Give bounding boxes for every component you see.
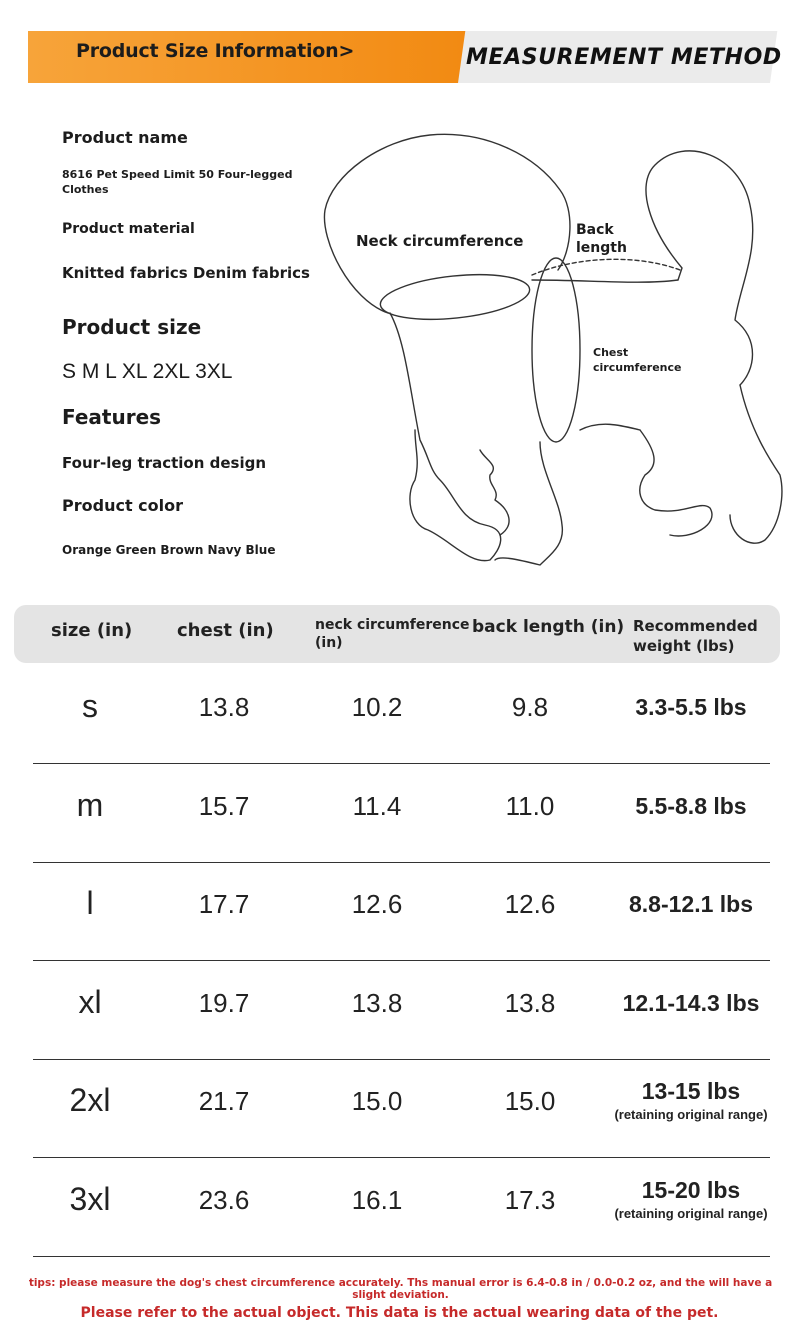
- cell-size: s: [82, 688, 98, 724]
- cell-weight: [591, 1078, 791, 1122]
- weight-value: 15-20 lbs: [641, 1176, 741, 1203]
- product-material-value: Knitted fabrics Denim fabrics: [62, 264, 310, 282]
- cell-weight: [591, 793, 791, 820]
- features-value: Four-leg traction design: [62, 454, 267, 472]
- back-length-solid: [532, 280, 678, 282]
- th-weight-line-1: Recommended: [633, 617, 758, 635]
- measure-tip: tips: please measure the dog's chest circumference accurately. Ths manual error is 6.4-0.8 in / 0.0-0.2 oz, and the will have a slight deviation.: [28, 1277, 773, 1301]
- product-name-label: Product name: [62, 128, 188, 147]
- weight-value: 3.3-5.5 lbs: [635, 694, 747, 720]
- cell-weight: [591, 1177, 791, 1221]
- product-color-label: Product color: [62, 496, 183, 515]
- row-divider: [33, 862, 770, 863]
- cell-neck: 12.6: [351, 889, 403, 919]
- back-length-line-2: length: [576, 240, 627, 256]
- features-label: Features: [62, 405, 162, 429]
- measurement-method-title: MEASUREMENT METHOD: [466, 45, 782, 70]
- row-divider: [33, 1256, 770, 1257]
- cell-neck: 13.8: [351, 987, 403, 1018]
- weight-value: 5.5-8.8 lbs: [635, 792, 747, 819]
- product-size-label: Product size: [62, 315, 202, 339]
- cell-back: 9.8: [511, 692, 549, 722]
- row-divider: [33, 763, 770, 764]
- cell-neck: 15.0: [351, 1086, 403, 1116]
- cell-chest: 23.6: [198, 1184, 250, 1215]
- product-size-value: S M L XL 2XL 3XL: [62, 360, 233, 383]
- dog-hind-leg-back: [730, 385, 782, 543]
- th-chest: chest (in): [177, 620, 274, 641]
- dog-head-outline: [324, 134, 570, 313]
- cell-size: 3xl: [69, 1180, 111, 1217]
- back-length-dashed: [532, 259, 680, 275]
- cell-chest: 15.7: [198, 790, 250, 821]
- cell-weight: [591, 990, 791, 1017]
- weight-value: 8.8-12.1 lbs: [628, 891, 754, 917]
- product-name-line-1: 8616 Pet Speed Limit 50 Four-legged: [62, 168, 293, 181]
- product-material-label: Product material: [62, 221, 195, 237]
- cell-neck: 11.4: [352, 790, 402, 821]
- weight-value: 13-15 lbs: [641, 1078, 741, 1104]
- row-divider: [33, 1059, 770, 1060]
- weight-value: 12.1-14.3 lbs: [622, 989, 760, 1016]
- cell-back: 15.0: [504, 1086, 556, 1116]
- th-weight-line-2: weight (lbs): [633, 637, 735, 655]
- th-back: back length (in): [472, 617, 625, 637]
- dog-front-body: [390, 313, 501, 561]
- chest-line-1: Chest: [593, 346, 629, 359]
- cell-size: m: [76, 786, 104, 823]
- th-size: size (in): [51, 620, 133, 641]
- refer-note: Please refer to the actual object. This data is the actual wearing data of the pet.: [80, 1305, 719, 1321]
- cell-neck: 16.1: [351, 1184, 403, 1215]
- cell-back: 17.3: [504, 1184, 556, 1215]
- back-length-label: [576, 221, 627, 257]
- dog-belly: [580, 424, 640, 430]
- th-weight: [633, 616, 758, 656]
- row-divider: [33, 1157, 770, 1158]
- cell-back: 11.0: [505, 790, 555, 821]
- dog-measurement-diagram: [310, 130, 790, 575]
- chest-ring: [532, 258, 580, 442]
- cell-chest: 21.7: [198, 1086, 250, 1116]
- th-neck-line-1: neck circumference: [315, 617, 470, 633]
- chest-line-2: circumference: [593, 361, 682, 374]
- chest-circumference-label: [593, 345, 681, 375]
- cell-size: xl: [78, 983, 102, 1020]
- dog-front-leg-left: [480, 450, 509, 535]
- product-color-value: Orange Green Brown Navy Blue: [62, 543, 276, 557]
- cell-size: l: [86, 885, 94, 921]
- dog-front-leg-right: [495, 442, 562, 565]
- cell-size: 2xl: [69, 1082, 111, 1118]
- row-divider: [33, 960, 770, 961]
- cell-neck: 10.2: [351, 692, 403, 722]
- cell-chest: 13.8: [198, 692, 250, 722]
- product-size-title: Product Size Information>: [76, 40, 355, 62]
- cell-weight: [591, 694, 791, 721]
- th-neck: [315, 616, 470, 652]
- cell-chest: 17.7: [198, 889, 250, 919]
- product-name-line-2: Clothes: [62, 183, 109, 196]
- cell-back: 13.8: [504, 987, 556, 1018]
- cell-chest: 19.7: [198, 987, 250, 1018]
- dog-hind-leg: [640, 430, 712, 536]
- weight-note: (retaining original range): [614, 1205, 768, 1221]
- weight-note: (retaining original range): [614, 1107, 768, 1122]
- cell-weight: [591, 891, 791, 918]
- neck-ring: [378, 268, 532, 325]
- cell-back: 12.6: [504, 889, 556, 919]
- back-length-line-1: Back: [576, 222, 614, 238]
- th-neck-line-2: (in): [315, 635, 343, 651]
- neck-circumference-label: Neck circumference: [356, 232, 524, 250]
- product-name-value: [62, 167, 292, 197]
